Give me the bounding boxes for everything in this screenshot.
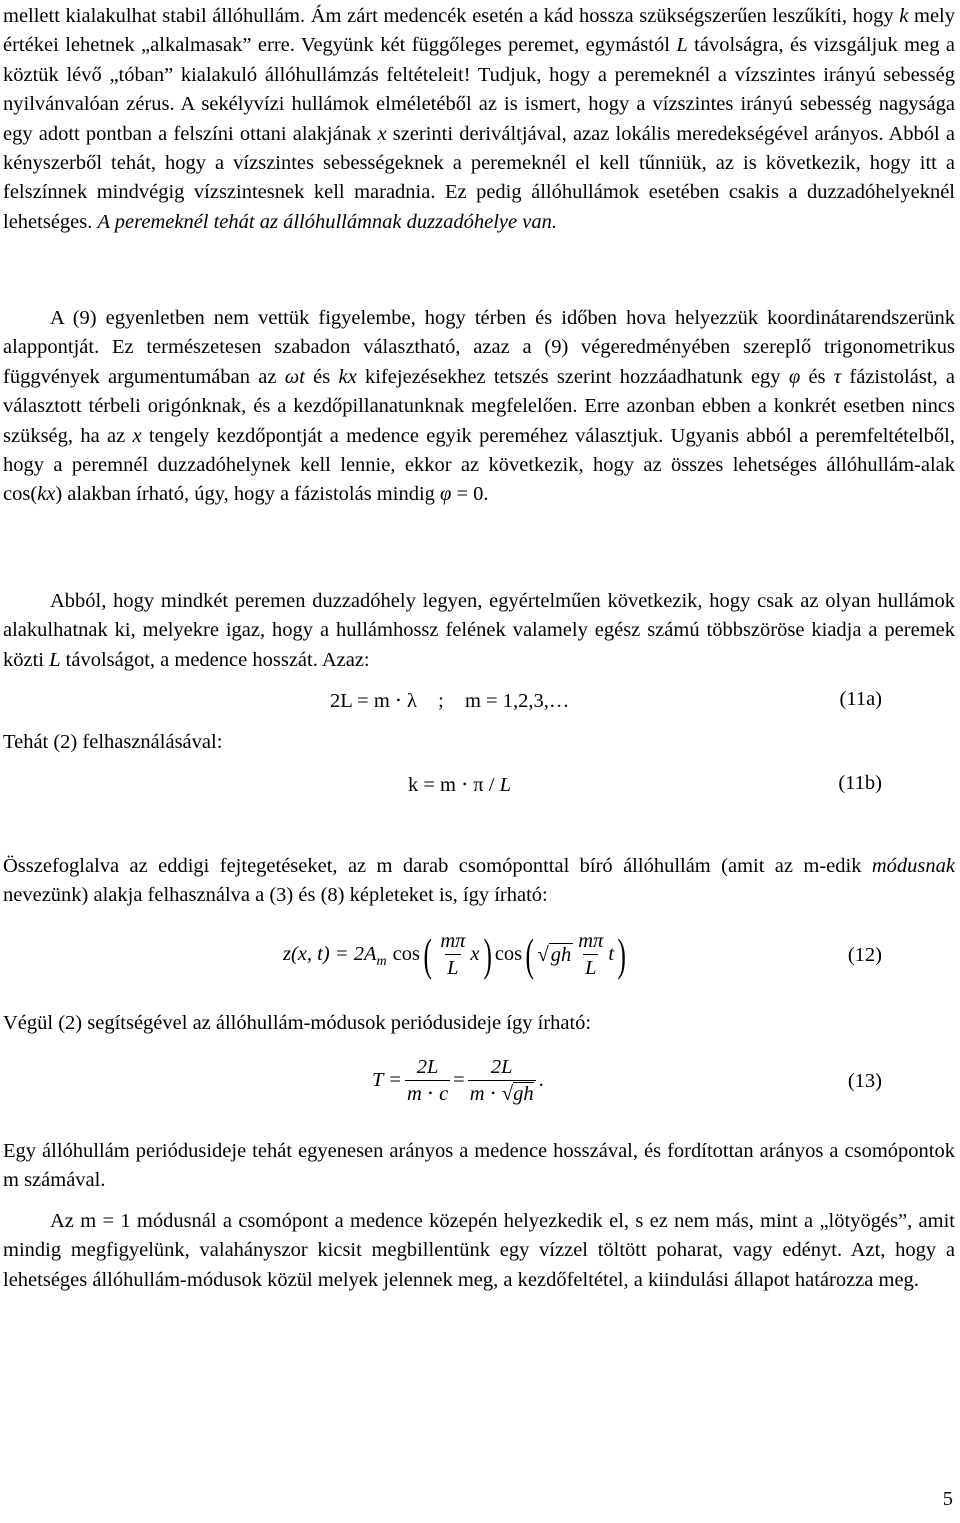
eq13-frac1-numerator: 2L <box>416 1056 439 1078</box>
eq12-left-paren-1: ( <box>423 928 432 980</box>
equation-13 <box>372 1054 544 1107</box>
eq12-frac1-denominator: L <box>445 954 460 981</box>
eq12-frac2-denominator: L <box>583 954 598 981</box>
paragraph-7 <box>3 1207 955 1295</box>
eq12-sqrt <box>537 943 573 967</box>
p2-text-4: és <box>800 365 834 388</box>
p4-italic-modusnak: módusnak <box>871 855 955 877</box>
paragraph-1 <box>3 2 955 237</box>
eq13-lhs: T = <box>372 1069 402 1091</box>
eq13-frac2-denominator <box>468 1080 536 1107</box>
eq11b-var-L: L <box>499 774 511 796</box>
p3-text-2: távolságot, a medence hosszát. Azaz: <box>60 648 370 671</box>
eq12-cos-1: cos <box>392 943 420 965</box>
p5-text-1: Végül (2) segítségével az állóhullám-módusok periódusideje így írható: <box>3 1012 592 1034</box>
eq11a-lhs: 2L = m ⋅ λ <box>330 690 417 712</box>
p2-var-kx-2: kx <box>37 483 56 506</box>
eq12-fraction-2 <box>576 928 605 981</box>
p1-text-2: mely értékei lehetnek „alkalmasak” erre. Vegyünk két függőleges peremet, egymástól <box>3 5 955 57</box>
p2-var-wt: ωt <box>284 365 305 388</box>
eq11b-text: k = m ⋅ π / <box>408 774 500 796</box>
eq13-fraction-2 <box>468 1054 536 1107</box>
eq12-sqrt-radicand: gh <box>550 943 572 966</box>
page-number: 5 <box>942 1488 953 1510</box>
tehat-label: Tehát (2) felhasználásával: <box>3 731 223 753</box>
eq13-sqrt-sign: √ <box>501 1083 514 1105</box>
p3-var-L: L <box>49 648 61 671</box>
p1-var-x: x <box>377 122 387 145</box>
p4-text-2: nevezünk) alakja felhasználva a (3) és (8) képleteket is, így írható: <box>3 884 548 907</box>
p2-var-kx: kx <box>338 365 357 388</box>
eq11a-separator: ; <box>438 690 444 712</box>
p4-text-1: Összefoglalva az eddigi fejtegetéseket, az m darab csomóponttal bíró állóhullám (amit az m-edik <box>3 855 872 877</box>
p2-text-6: tengely kezdőpontját a medence egyik pereméhez választjuk. Ugyanis abból a peremfeltételből, hogy a peremnél duzzadóhelynek kell lennie, ekkor az következik, hogy az összes lehetséges állóhullám-alak cos( <box>3 424 955 506</box>
eq12-var-x: x <box>470 943 480 965</box>
eq12-frac1-numerator: mπ <box>440 930 466 952</box>
paragraph-5 <box>3 1009 955 1038</box>
eq13-fraction-1 <box>405 1054 450 1107</box>
eq12-right-paren-2: ) <box>617 928 626 980</box>
equation-number-13: (13) <box>847 1070 882 1092</box>
p7-text-1: Az m = 1 módusnál a csomópont a medence közepén helyezkedik el, s ez nem más, mint a „lötyögés”, amit mindig megfigyelünk, valahányszor kicsit megbillentünk egy vízzel töltött poharat, vagy edényt. Azt, hogy a lehetséges állóhullám-módusok közül melyek jelennek meg, a kezdőfeltétel, a kiindulási állapot határozza meg. <box>3 1210 955 1291</box>
eq12-var-t: t <box>608 943 615 965</box>
p1-text-4: szerinti deriváltjával, azaz lokális meredekségével arányos. Abból a kényszerből tehát, hogy a vízszintes sebességeknek a peremeknél el kell tűnniük, az is következik, hogy itt a felszínnek mindvégig vízszintesnek kell maradnia. Ez pedig állóhullámok esetében csakis a duzzadóhelyeknél lehetséges. <box>3 122 955 233</box>
p2-var-x: x <box>132 424 142 447</box>
equation-number-11a: (11a) <box>839 688 882 710</box>
eq13-den-m: m ⋅ <box>469 1083 497 1105</box>
p2-var-phi: φ <box>788 365 801 388</box>
p2-text-8: = 0. <box>451 483 489 506</box>
p1-var-k: k <box>899 5 909 27</box>
eq12-frac2-numerator: mπ <box>578 930 604 952</box>
eq11a-rhs: m = 1,2,3,… <box>464 690 570 712</box>
equation-number-11b: (11b) <box>838 772 882 794</box>
p1-italic-conclusion: A peremeknél tehát az állóhullámnak duzzadóhelye van. <box>97 210 557 233</box>
eq12-left-paren-2: ( <box>525 928 535 980</box>
paragraph-4 <box>3 852 955 911</box>
paragraph-6 <box>3 1137 955 1196</box>
p2-text-5: fázistolást, a választott térbeli origónknak, és a kezdőpillanatunknak megfelelően. Erre azonban ebben a konkrét esetben nincs szükség, ha az <box>3 365 956 447</box>
p6-text-1: Egy állóhullám periódusideje tehát egyenesen arányos a medence hosszával, és fordítottan arányos a csomópontok m számával. <box>3 1140 955 1192</box>
paragraph-3 <box>3 587 955 675</box>
p2-text-1: A (9) egyenletben nem vettük figyelembe, hogy térben és időben hova helyezzük koordinátarendszerünk alappontját. Ez természetesen szabadon választható, azaz a (9) végeredményében szereplő trigonometrikus függvények argumentumában az <box>3 307 955 388</box>
eq13-period: . <box>538 1069 544 1091</box>
eq12-right-paren-1: ) <box>482 928 492 980</box>
eq12-sqrt-sign: √ <box>537 943 549 966</box>
paragraph-2 <box>3 304 955 510</box>
p2-text-3: kifejezésekhez tetszés szerint hozzáadhatunk egy <box>356 365 789 388</box>
p1-text-1: mellett kialakulhat stabil állóhullám. Ám zárt medencék esetén a kád hossza szükségszerűen leszűkíti, hogy <box>3 5 900 27</box>
p3-text-1: Abból, hogy mindkét peremen duzzadóhely legyen, egyértelműen következik, hogy csak az olyan hullámok alakulhatnak ki, melyekre igaz, hogy a hullámhossz felének valamely egész számú többszöröse kiadja a peremek közti <box>3 590 955 671</box>
p2-var-phi-2: φ <box>440 483 452 506</box>
p1-text-3: távolságra, és vizsgáljuk meg a köztük lévő „tóban” kialakuló állóhullámzás feltételeit! Tudjuk, hogy a peremeknél a vízszintes irányú sebesség nyilvánvalóan zérus. A sekélyvízi hullámok elméletéből az is ismert, hogy a vízszintes irányú sebesség nagysága egy adott pontban a felszíni ottani alakjának <box>3 34 955 145</box>
equation-11a <box>330 688 569 713</box>
eq12-subscript-m: m <box>376 953 387 969</box>
equation-11b <box>408 772 511 797</box>
equation-12 <box>283 928 629 981</box>
eq13-equals: = <box>453 1069 465 1091</box>
p2-text-2: és <box>304 365 339 388</box>
eq12-cos-2: cos <box>494 943 523 965</box>
eq13-den-gh: gh <box>513 1083 534 1105</box>
eq12-fraction-1 <box>438 928 467 981</box>
eq12-lhs: z(x, t) = 2A <box>283 943 377 965</box>
p1-var-L: L <box>676 34 688 57</box>
eq13-frac2-numerator: 2L <box>490 1056 513 1078</box>
p2-var-tau: τ <box>833 365 842 388</box>
p2-text-7: ) alakban írható, úgy, hogy a fázistolás mindig <box>55 483 441 506</box>
equation-number-12: (12) <box>847 944 882 966</box>
eq13-frac1-denominator: m ⋅ c <box>405 1080 450 1107</box>
